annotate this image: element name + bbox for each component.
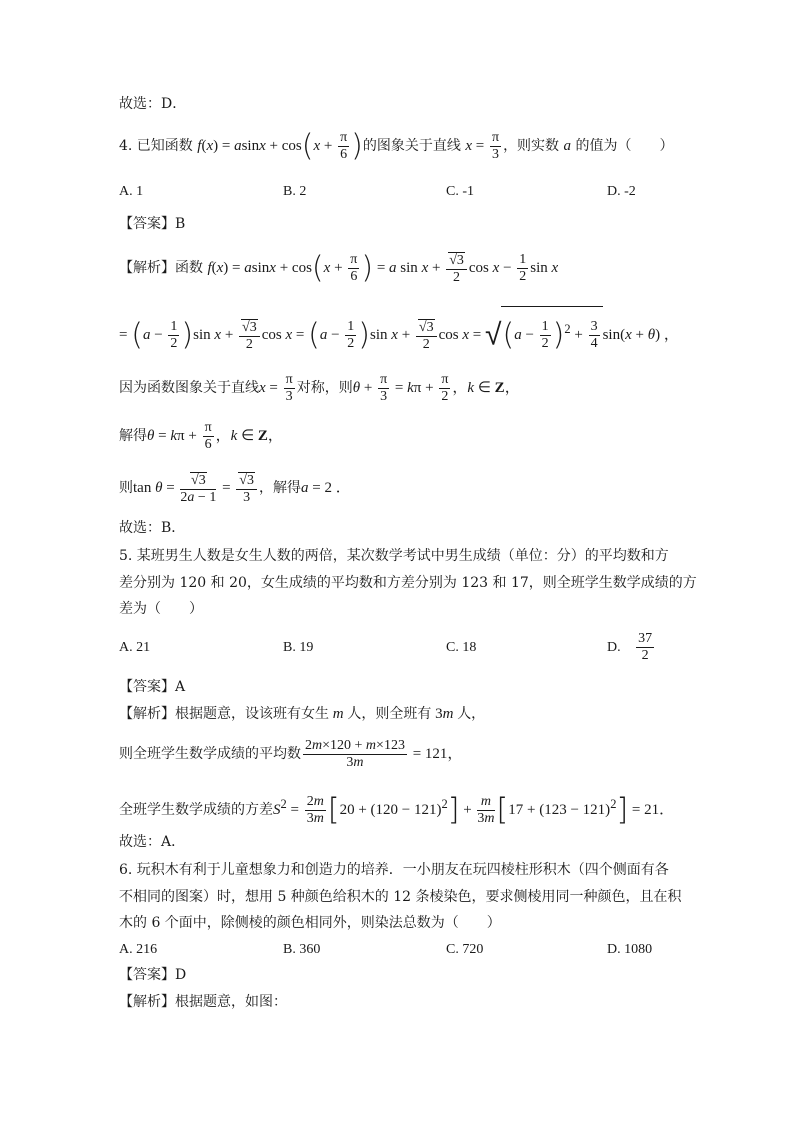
question-5-line: 差为（ ） bbox=[119, 601, 203, 617]
text: 人，则全班有 bbox=[347, 706, 432, 722]
text-line: 则tan θ = $\frac{√3}{2a - 1}$ = $\frac{√3}{3}$ ，解得a = 2 ． bbox=[119, 472, 351, 505]
option-b: B. 360 bbox=[283, 942, 321, 957]
option-c: C. -1 bbox=[446, 184, 474, 199]
text-line: 全班学生数学成绩的方差$S^2$ = $\frac{2m}{3m}$ $[20 + (120 - 121)^2]$ + $\frac{m}{3m}$ $[17 + (123 - 121)^2] = 21$． bbox=[119, 792, 675, 828]
option-a: A. 21 bbox=[119, 640, 151, 655]
q4-tail: ，则实数 bbox=[503, 138, 560, 154]
question-6-line: 不相同的图案）时，想用 5 种颜色给积木的 12 条棱染色，要求侧棱用同一种颜色，且在积 bbox=[119, 889, 682, 905]
formula: f(x) = asinx + cos(x + $\frac{\pi}{6}$ ) = a sin x + $\frac{√3}{2}$ cos x − $\frac{1}{2}$ sin x bbox=[207, 250, 559, 286]
text: 解得 bbox=[119, 428, 147, 444]
answer-label: 【答案】D bbox=[119, 967, 187, 983]
q4-formula: f(x) = asinx + cos(x + $\frac{\pi}{6}$ ) bbox=[197, 128, 363, 164]
option-b: B. 2 bbox=[283, 184, 307, 199]
answer-label: 【答案】B bbox=[119, 216, 186, 232]
text-line: 故选：B． bbox=[119, 520, 186, 536]
question-5-line: 差分别为 120 和 20，女生成绩的平均数和方差分别为 123 和 17，则全班学生数学成绩的方 bbox=[119, 575, 697, 591]
question-5-line: 5. 某班男生人数是女生人数的两倍，某次数学考试中男生成绩（单位：分）的平均数和方 bbox=[119, 548, 669, 564]
option-a: A. 216 bbox=[119, 942, 158, 957]
text-line: 故选：D． bbox=[119, 96, 187, 112]
text: ，解得 bbox=[258, 480, 301, 496]
option-c: C. 18 bbox=[446, 640, 477, 655]
answer-label: 【答案】A bbox=[119, 679, 186, 695]
q4-tail2: 的值为（ ） bbox=[575, 138, 674, 154]
q4-mid: 的图象关于直线 bbox=[362, 138, 461, 154]
analysis-label: 【解析】函数 bbox=[119, 260, 203, 276]
text: 因为函数图象关于直线 bbox=[119, 380, 259, 396]
formula-line bbox=[119, 306, 679, 353]
text: 对称，则 bbox=[296, 380, 353, 396]
analysis-line: 【解析】根据题意，如图： bbox=[119, 994, 287, 1010]
analysis-line bbox=[119, 246, 558, 290]
option-d: D. -2 bbox=[607, 184, 636, 199]
text-line: 则全班学生数学成绩的平均数 $\frac{2m\times 120 + m\times 123}{3m}$ = 121， bbox=[119, 738, 463, 771]
formula: = (a − $\frac{1}{2}$ )sin x + $\frac{√3}{2}$ cos x = (a − $\frac{1}{2}$ )sin x + $\frac{√3}{2}$ cos x = √(a − $\frac{1}{2}$ )$^2$ + $\frac{3}{4}$ sin(x + θ) ， bbox=[119, 327, 679, 343]
text: 人， bbox=[457, 706, 486, 722]
option-c: C. 720 bbox=[446, 942, 484, 957]
question-6-line: 6. 玩积木有利于儿童想象力和创造力的培养．一小朋友在玩四棱柱形积木（四个侧面有各 bbox=[119, 862, 669, 878]
text: 则 bbox=[119, 480, 133, 496]
option-b: B. 19 bbox=[283, 640, 314, 655]
text-line: 故选：A． bbox=[119, 834, 186, 850]
option-d-label: D. bbox=[607, 640, 621, 655]
text-line: 因为函数图象关于直线x = $\frac{\pi}{3}$ 对称，则θ + $\frac{\pi}{3}$ = kπ + $\frac{\pi}{2}$ ，k ∈ Z， bbox=[119, 372, 520, 405]
text-line: 解得θ = kπ + $\frac{\pi}{6}$ ，k ∈ Z， bbox=[119, 420, 283, 453]
option-d: D. 1080 bbox=[607, 942, 653, 957]
question-4-stem: 4. 已知函数 f(x) = asinx + cos(x + $\frac{\pi}{6}$ )的图象关于直线 x = $\frac{\pi}{3}$ ，则实数 a 的值为（ ） bbox=[119, 128, 674, 164]
option-d: D. $\frac{37}{2}$ bbox=[607, 631, 653, 664]
q4-prefix: 4. 已知函数 bbox=[119, 138, 193, 154]
analysis-line: 【解析】根据题意，设该班有女生 m 人，则全班有 3m 人， bbox=[119, 706, 486, 722]
text: 则全班学生数学成绩的平均数 bbox=[119, 746, 301, 762]
option-a: A. 1 bbox=[119, 184, 144, 199]
question-6-line: 木的 6 个面中，除侧棱的颜色相同外，则染法总数为（ ） bbox=[119, 915, 501, 931]
text: 【解析】根据题意，设该班有女生 bbox=[119, 706, 329, 722]
text: 全班学生数学成绩的方差 bbox=[119, 802, 273, 818]
